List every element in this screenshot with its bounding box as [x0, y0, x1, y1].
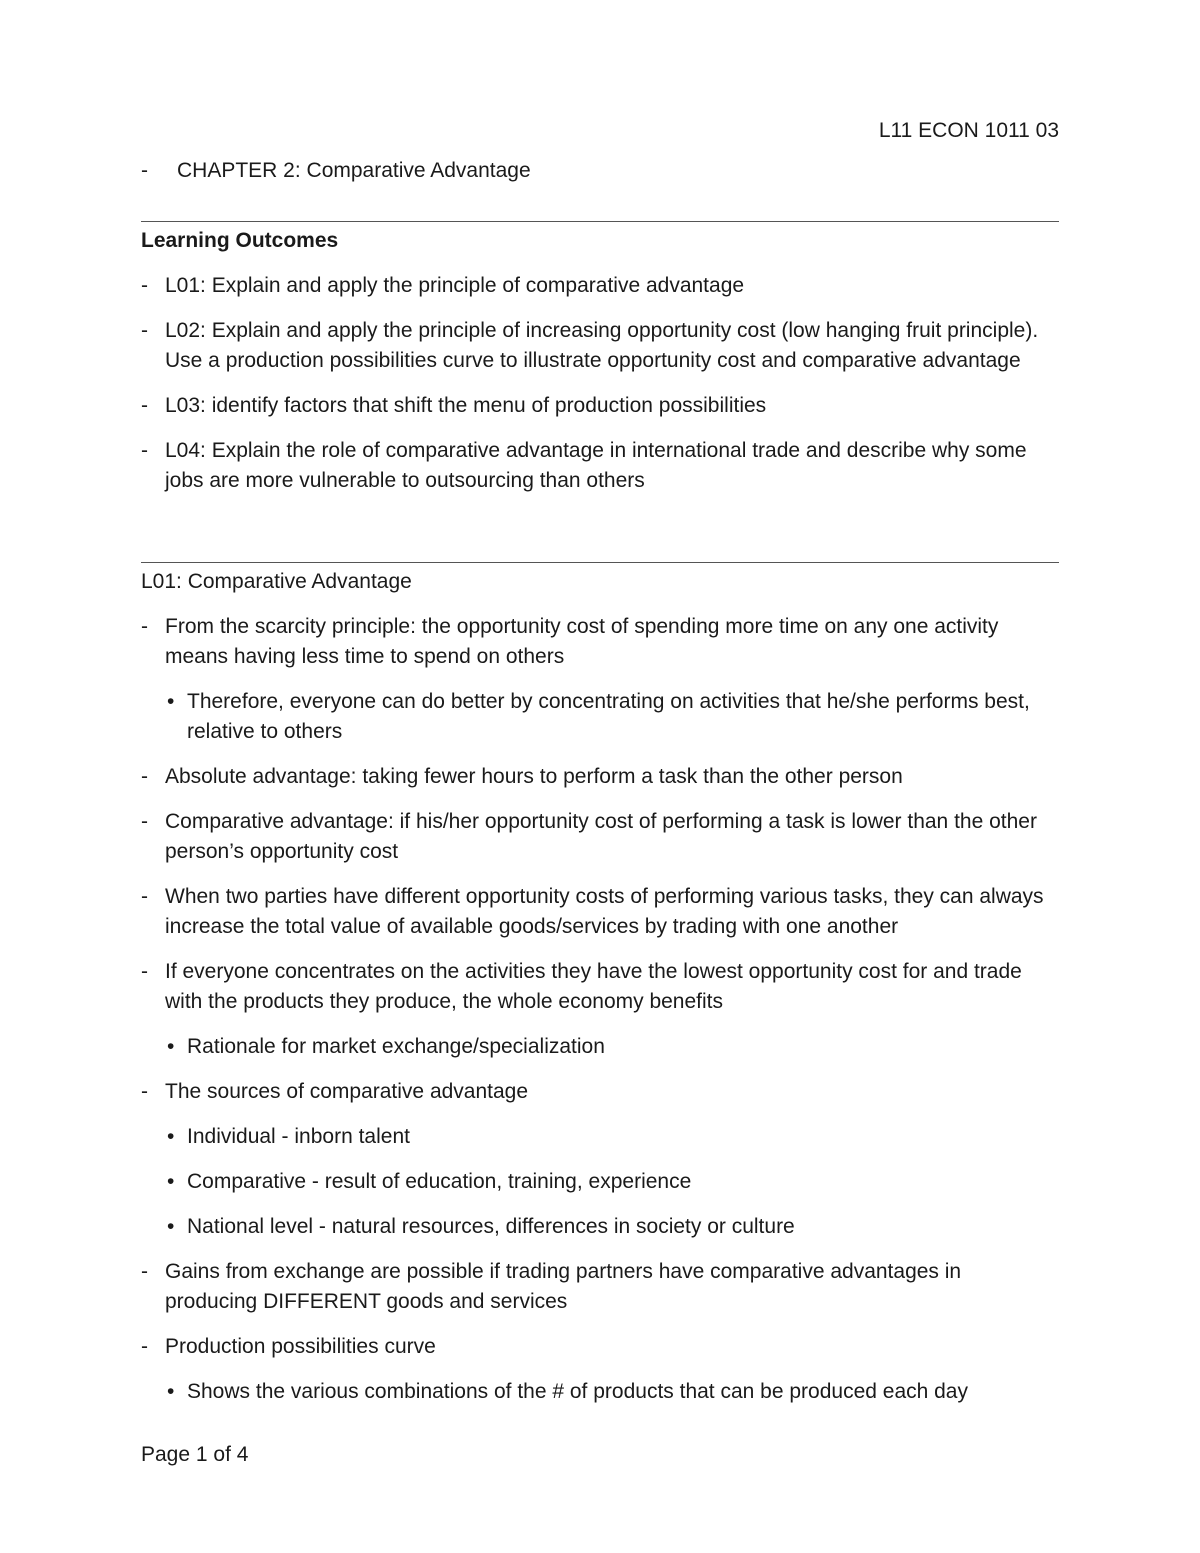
l01-point-text: Absolute advantage: taking fewer hours to perform a task than the other person — [165, 765, 903, 788]
l01-point-text: From the scarcity principle: the opportunity cost of spending more time on any one activity means having less time to spend on others — [165, 615, 999, 668]
l01-subpoint-text: Individual - inborn talent — [187, 1125, 410, 1148]
l01-subpoint — [165, 1377, 1059, 1407]
l01-subpoint-list — [165, 1122, 1059, 1242]
l01-points-list — [141, 612, 1059, 1407]
l01-point — [141, 1257, 1059, 1317]
l01-subpoint-list — [165, 1032, 1059, 1062]
learning-outcome-text: L03: identify factors that shift the menu of production possibilities — [165, 394, 767, 417]
bullet-marker: • — [167, 1170, 175, 1193]
dash-marker: - — [141, 885, 148, 908]
l01-subpoint-text: Comparative - result of education, training, experience — [187, 1170, 692, 1193]
learning-outcomes-section — [141, 226, 1059, 511]
dash-marker: - — [141, 439, 148, 462]
l01-point-text: If everyone concentrates on the activities they have the lowest opportunity cost for and trade with the products they produce, the whole economy benefits — [165, 960, 1022, 1013]
l01-point — [141, 1077, 1059, 1242]
l01-subpoint-text: Rationale for market exchange/specialization — [187, 1035, 605, 1058]
learning-outcome-text: L04: Explain the role of comparative advantage in international trade and describe why some jobs are more vulnerable to outsourcing than others — [165, 439, 1027, 492]
l01-point — [141, 1332, 1059, 1407]
dash-marker: - — [141, 274, 148, 297]
l01-subpoint — [165, 1032, 1059, 1062]
dash-marker: - — [141, 1260, 148, 1283]
l01-subpoint-list — [165, 1377, 1059, 1407]
bullet-marker: • — [167, 690, 175, 713]
dash-marker: - — [141, 810, 148, 833]
l01-point — [141, 762, 1059, 792]
l01-point-text: When two parties have different opportunity costs of performing various tasks, they can always increase the total value of available goods/services by trading with one another — [165, 885, 1044, 938]
learning-outcomes-list — [141, 271, 1059, 496]
course-code: L11 ECON 1011 03 — [878, 119, 1059, 142]
l01-point-text: Comparative advantage: if his/her opportunity cost of performing a task is lower than the other person’s opportunity cost — [165, 810, 1037, 863]
chapter-title: CHAPTER 2: Comparative Advantage — [177, 159, 531, 182]
learning-outcome-item — [141, 271, 1059, 301]
learning-outcomes-title: Learning Outcomes — [141, 229, 339, 252]
l01-point — [141, 882, 1059, 942]
bullet-marker: • — [167, 1215, 175, 1238]
bullet-marker: • — [167, 1380, 175, 1403]
l01-subpoint-text: National level - natural resources, differences in society or culture — [187, 1215, 795, 1238]
divider-top — [141, 221, 1059, 222]
l01-subpoint — [165, 1167, 1059, 1197]
chapter-heading — [141, 156, 531, 186]
dash-marker: - — [141, 765, 148, 788]
l01-subpoint-text: Therefore, everyone can do better by concentrating on activities that he/she performs best, relative to others — [187, 690, 1030, 743]
dash-marker: - — [141, 319, 148, 342]
l01-point-text: Gains from exchange are possible if trading partners have comparative advantages in producing DIFFERENT goods and services — [165, 1260, 962, 1313]
learning-outcome-item — [141, 391, 1059, 421]
bullet-marker: • — [167, 1125, 175, 1148]
dash-marker: - — [141, 1080, 148, 1103]
l01-section-title: L01: Comparative Advantage — [141, 570, 412, 593]
l01-subpoint — [165, 1122, 1059, 1152]
l01-point-text: Production possibilities curve — [165, 1335, 436, 1358]
l01-point — [141, 957, 1059, 1062]
l01-point-text: The sources of comparative advantage — [165, 1080, 529, 1103]
l01-point — [141, 612, 1059, 747]
dash-marker: - — [141, 615, 148, 638]
l01-subpoint — [165, 687, 1059, 747]
learning-outcome-item — [141, 316, 1059, 376]
learning-outcome-item — [141, 436, 1059, 496]
l01-subpoint-text: Shows the various combinations of the # of products that can be produced each day — [187, 1380, 968, 1403]
dash-marker: - — [141, 394, 148, 417]
learning-outcome-text: L02: Explain and apply the principle of increasing opportunity cost (low hanging fruit principle). Use a production possibilities curve to illustrate opportunity cost and comparative advantage — [165, 319, 1039, 372]
bullet-marker: • — [167, 1035, 175, 1058]
divider-middle — [141, 562, 1059, 563]
l01-point — [141, 807, 1059, 867]
dash-marker: - — [141, 960, 148, 983]
dash-marker: - — [141, 1335, 148, 1358]
page-number: Page 1 of 4 — [141, 1443, 249, 1466]
chapter-dash: - — [141, 159, 148, 182]
l01-section — [141, 567, 1059, 1422]
l01-subpoint — [165, 1212, 1059, 1242]
learning-outcome-text: L01: Explain and apply the principle of comparative advantage — [165, 274, 745, 297]
l01-subpoint-list — [165, 687, 1059, 747]
